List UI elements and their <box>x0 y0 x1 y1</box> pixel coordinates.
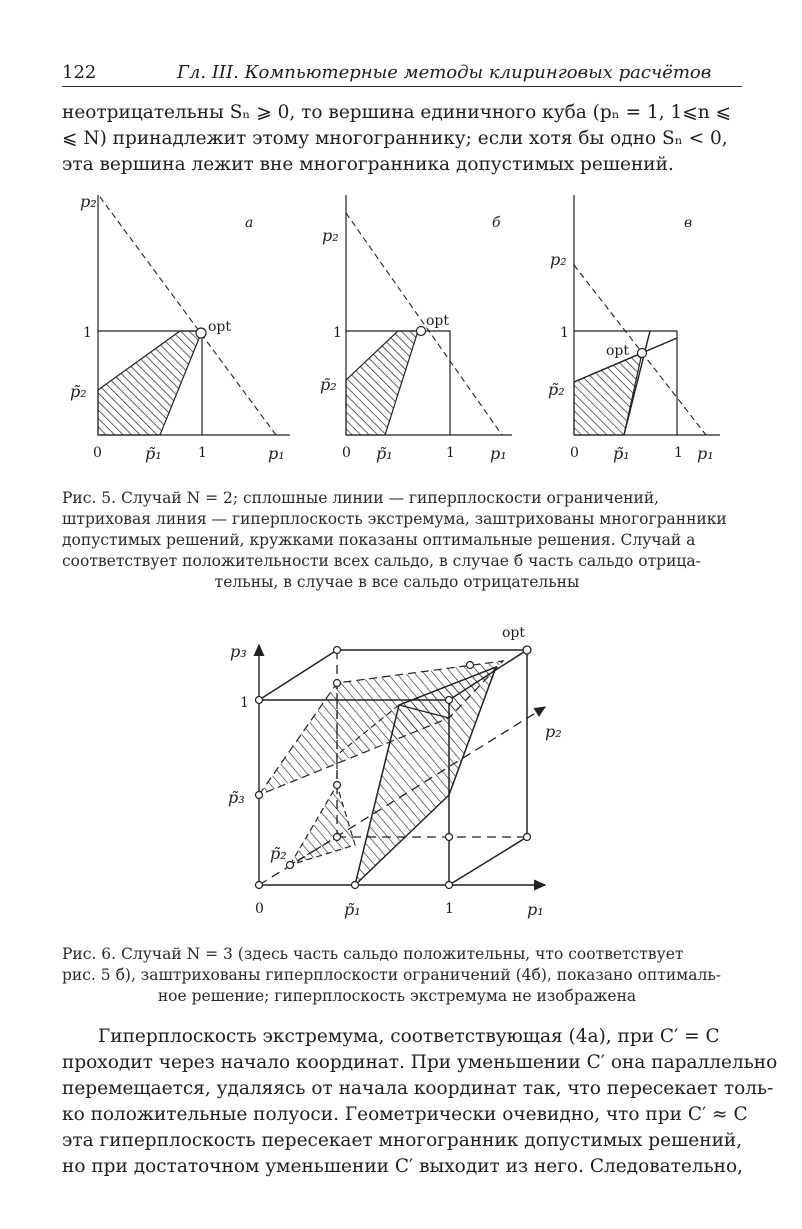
paragraph-line: перемещается, удаляясь от начала координат так, что пересекает толь- <box>62 1078 774 1099</box>
paragraph-line: ⩽ N) принадлежит этому многограннику; если хотя бы одно Sₙ < 0, <box>62 128 728 149</box>
tick-label-one: 1 <box>83 325 92 341</box>
p2-tilde-label: p̃₂ <box>70 382 87 401</box>
top-paragraph <box>62 100 732 178</box>
x-axis-label: p₁ <box>490 444 507 463</box>
opt-label: opt <box>208 319 232 335</box>
caption-line: Рис. 6. Случай N = 3 (здесь часть сальдо положительны, что соответствует <box>62 945 684 963</box>
running-head: Гл. III. Компьютерные методы клиринговых расчётов <box>177 62 712 83</box>
origin-label: 0 <box>93 445 102 461</box>
paragraph-line: ко положительные полуоси. Геометрически очевидно, что при C′ ≈ C <box>62 1104 748 1125</box>
tick-label-one-z: 1 <box>240 695 249 711</box>
p2-axis-intercept-label: p₂ <box>322 226 339 245</box>
bottom-paragraph <box>62 1024 778 1180</box>
paragraph-line: неотрицательны Sₙ ⩾ 0, то вершина единичного куба (pₙ = 1, 1⩽n ⩽ <box>62 102 732 123</box>
opt-label: opt <box>426 313 450 329</box>
figure-5-panel-a <box>70 192 290 463</box>
p2-tilde-label: p̃₂ <box>548 380 565 399</box>
figure-6 <box>0 615 802 925</box>
page-header <box>62 60 742 87</box>
p1-axis-label: p₁ <box>527 900 544 919</box>
origin-label: 0 <box>570 445 579 461</box>
figure-5-panel-c <box>548 195 720 463</box>
p2-tilde-label: p̃₂ <box>270 844 287 863</box>
page-number: 122 <box>62 62 97 83</box>
panel-letter: а <box>245 215 254 231</box>
x-axis-label: p₁ <box>697 444 714 463</box>
p2-axis-intercept-label: p₂ <box>550 250 567 269</box>
p2-axis-label: p₂ <box>545 722 562 741</box>
panel-letter: б <box>492 215 501 231</box>
paragraph-line: эта гиперплоскость пересекает многогранник допустимых решений, <box>62 1130 743 1151</box>
caption-line: соответствует положительности всех сальдо, в случае б часть сальдо отрица- <box>62 552 701 570</box>
origin-label: 0 <box>342 445 351 461</box>
caption-line: рис. 5 б), заштрихованы гиперплоскости ограничений (4б), показано оптималь- <box>62 966 721 984</box>
opt-label: opt <box>502 625 526 641</box>
p2-tilde-label: p̃₂ <box>320 375 337 394</box>
p1-tilde-label: p̃₁ <box>613 444 630 463</box>
paragraph-line: Гиперплоскость экстремума, соответствующая (4а), при C′ = C <box>98 1026 720 1047</box>
opt-label: opt <box>606 343 630 359</box>
tick-label-one: 1 <box>333 325 342 341</box>
y-axis-label: p₂ <box>80 192 97 211</box>
p3-axis-label: p₃ <box>230 642 247 661</box>
figure-5 <box>0 185 802 470</box>
paragraph-line: эта вершина лежит вне многогранника допустимых решений. <box>62 154 674 175</box>
caption-line: тельны, в случае в все сальдо отрицательны <box>214 573 580 591</box>
caption-line: допустимых решений, кружками показаны оптимальные решения. Случай а <box>62 531 696 549</box>
panel-letter: в <box>684 215 693 231</box>
figure-5-caption <box>62 488 732 593</box>
origin-label: 0 <box>255 901 264 917</box>
x-axis-label: p₁ <box>268 444 285 463</box>
figure-5-panel-b <box>320 195 512 463</box>
caption-line: ное решение; гиперплоскость экстремума не изображена <box>157 987 637 1005</box>
p1-tilde-label: p̃₁ <box>376 444 393 463</box>
tick-label-one: 1 <box>446 445 455 461</box>
p3-tilde-label: p̃₃ <box>228 788 245 807</box>
paragraph-line: проходит через начало координат. При уменьшении C′ она параллельно <box>62 1052 778 1073</box>
tick-label-one: 1 <box>674 445 683 461</box>
p1-tilde-label: p̃₁ <box>344 900 361 919</box>
paragraph-line: но при достаточном уменьшении C′ выходит из него. Следовательно, <box>62 1156 744 1177</box>
tick-label-one: 1 <box>560 325 569 341</box>
tick-label-one: 1 <box>198 445 207 461</box>
tick-label-one-x: 1 <box>445 901 454 917</box>
p1-tilde-label: p̃₁ <box>145 444 162 463</box>
caption-line: Рис. 5. Случай N = 2; сплошные линии — гиперплоскости ограничений, <box>62 489 660 507</box>
caption-line: штриховая линия — гиперплоскость экстремума, заштрихованы многогранники <box>62 510 727 528</box>
figure-6-caption <box>62 944 732 1007</box>
